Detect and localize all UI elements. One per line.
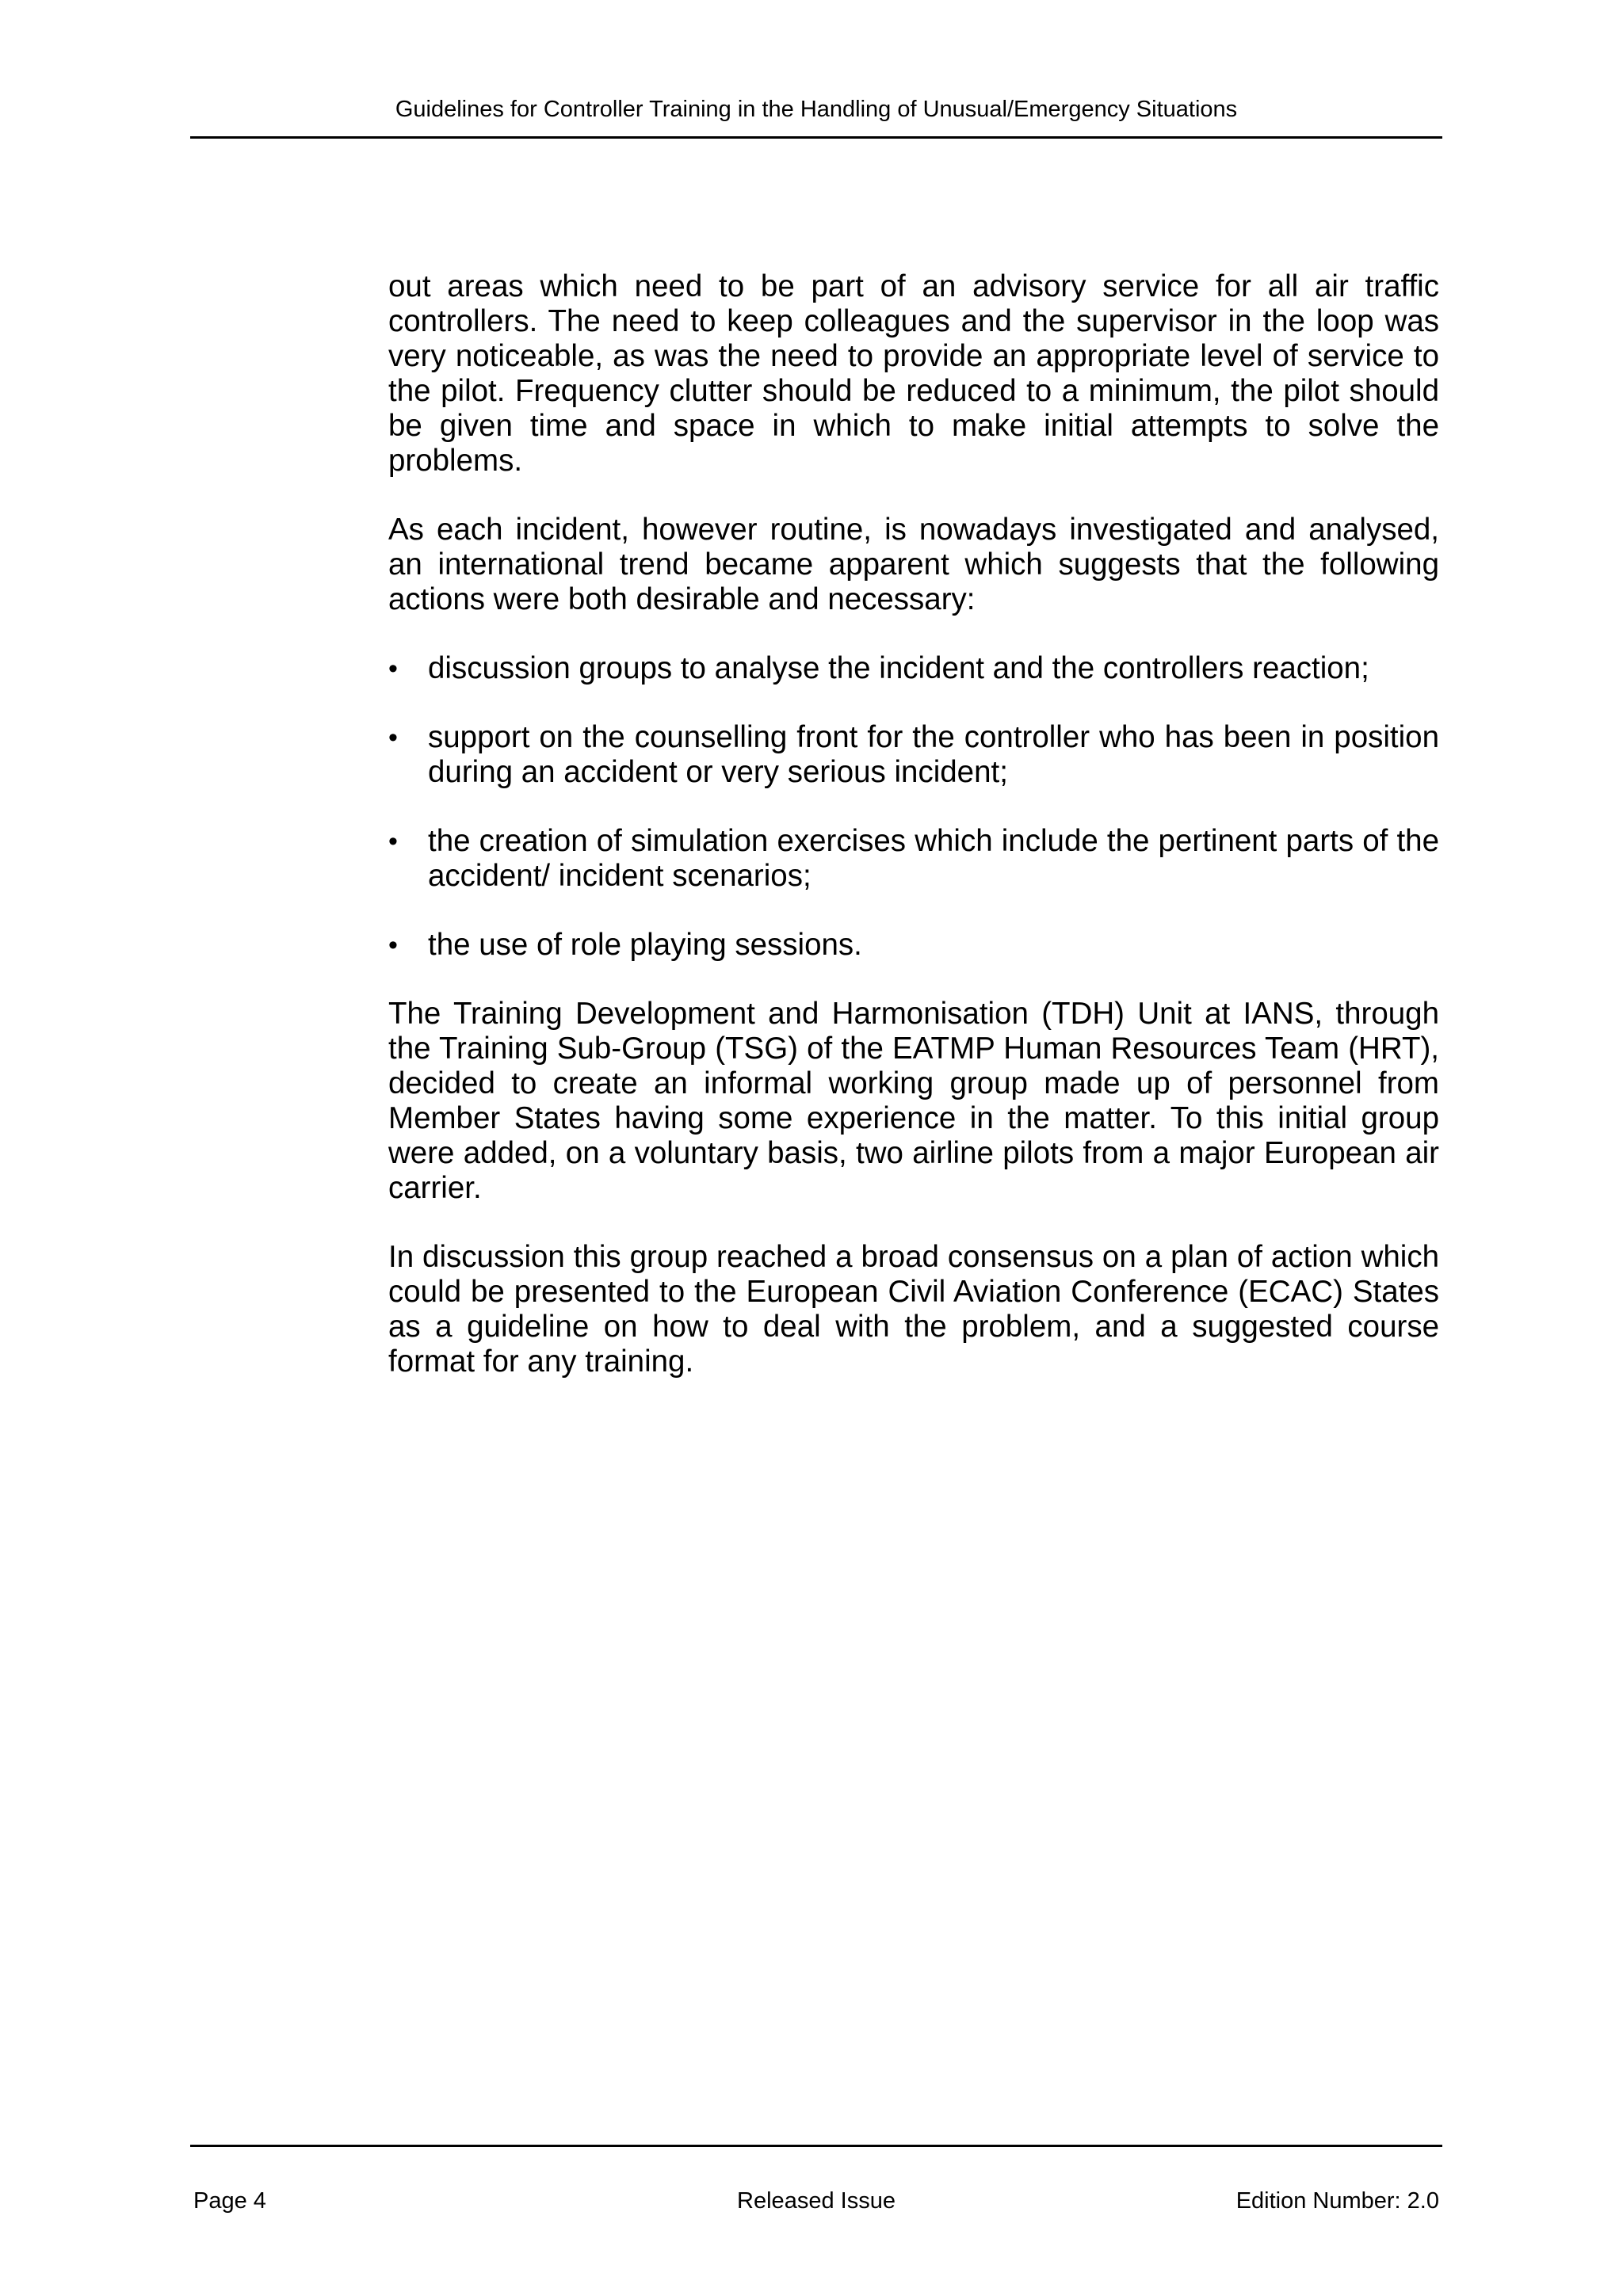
bullet-icon: • xyxy=(388,930,398,960)
edition-number: Edition Number: 2.0 xyxy=(1235,2188,1439,2214)
paragraph: In discussion this group reached a broad consensus on a plan of action which could be presented to the European Civil Aviation Conference (ECAC) States as a guideline on how to deal with the problem, and a suggested course format for any training. xyxy=(388,1240,1439,1379)
page-header-title: Guidelines for Controller Training in the Handling of Unusual/Emergency Situations xyxy=(395,97,1238,122)
release-status: Released Issue xyxy=(737,2188,896,2214)
list-item xyxy=(388,824,1439,894)
bullet-icon: • xyxy=(388,723,398,753)
list-item-text: the use of role playing sessions. xyxy=(428,928,862,962)
bullet-list xyxy=(388,651,1439,963)
footer-divider xyxy=(190,2145,1442,2147)
page-number: Page 4 xyxy=(193,2188,266,2214)
page-footer xyxy=(193,2185,1439,2217)
document-body xyxy=(388,269,1439,1413)
list-item xyxy=(388,651,1439,686)
list-item xyxy=(388,928,1439,963)
bullet-icon: • xyxy=(388,654,398,684)
paragraph: As each incident, however routine, is nowadays investigated and analysed, an international trend became apparent which suggests that the following actions were both desirable and necessary: xyxy=(388,513,1439,616)
list-item-text: discussion groups to analyse the incident and the controllers reaction; xyxy=(428,651,1369,685)
paragraph: The Training Development and Harmonisation (TDH) Unit at IANS, through the Training Sub-Group (TSG) of the EATMP Human Resources Team (HRT), decided to create an informal working group made up of personnel from Member States having some experience in the matter. To this initial group were added, on a voluntary basis, two airline pilots from a major European air carrier. xyxy=(388,997,1439,1205)
list-item-text: support on the counselling front for the controller who has been in position during an accident or very serious incident; xyxy=(428,720,1439,789)
list-item-text: the creation of simulation exercises which include the pertinent parts of the accident/ incident scenarios; xyxy=(428,824,1439,893)
list-item xyxy=(388,720,1439,790)
bullet-icon: • xyxy=(388,826,398,856)
header-divider xyxy=(190,136,1442,139)
paragraph: out areas which need to be part of an advisory service for all air traffic controllers. The need to keep colleagues and the supervisor in the loop was very noticeable, as was the need to provide an appropriate level of service to the pilot. Frequency clutter should be reduced to a minimum, the pilot should be given time and space in which to make initial attempts to solve the problems. xyxy=(388,269,1439,478)
